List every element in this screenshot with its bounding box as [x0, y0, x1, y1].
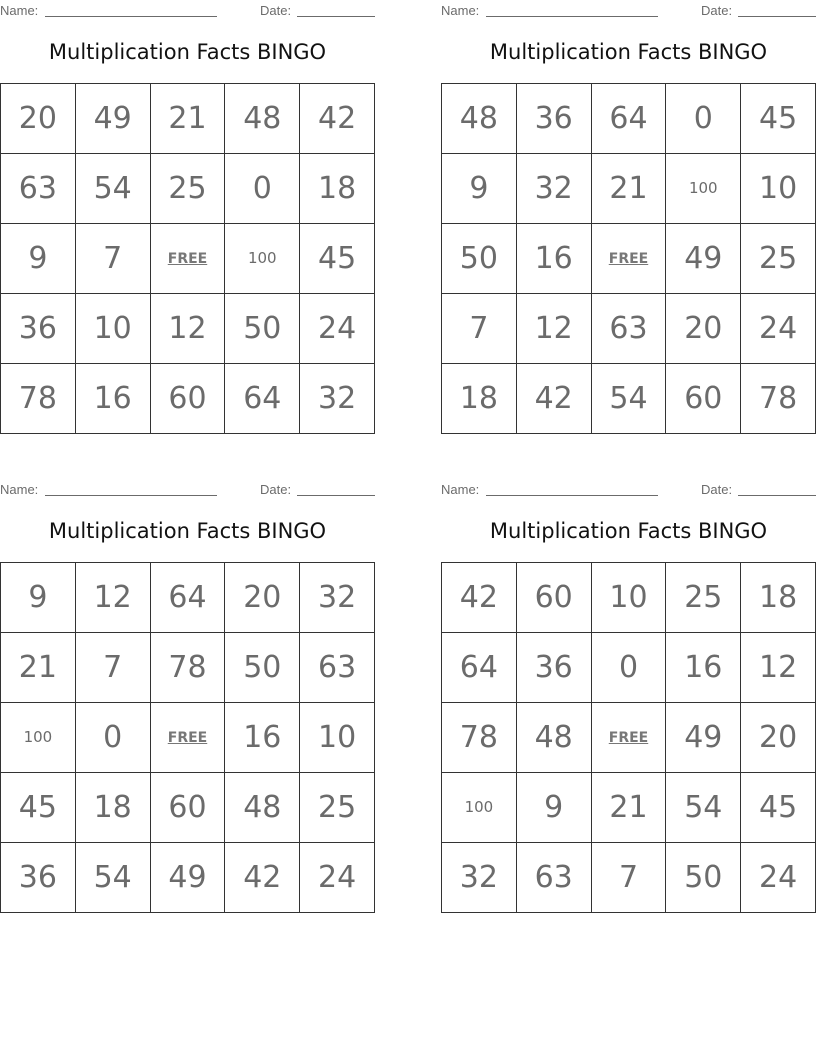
name-field[interactable] [486, 482, 658, 496]
bingo-cell: 50 [666, 843, 741, 913]
bingo-cell: 25 [150, 154, 225, 224]
name-field[interactable] [45, 482, 217, 496]
bingo-cell: 45 [741, 773, 816, 843]
bingo-cell: 100 [1, 703, 76, 773]
bingo-row [1, 563, 375, 633]
bingo-cell: 18 [300, 154, 375, 224]
bingo-cell: 0 [225, 154, 300, 224]
bingo-cell: 78 [741, 364, 816, 434]
bingo-cell: 45 [741, 84, 816, 154]
bingo-cell: 25 [666, 563, 741, 633]
bingo-cell: 42 [300, 84, 375, 154]
bingo-cell: 45 [1, 773, 76, 843]
bingo-cell: 7 [591, 843, 666, 913]
bingo-row [442, 294, 816, 364]
free-space: FREE [150, 703, 225, 773]
bingo-cell: 21 [150, 84, 225, 154]
bingo-cell: 36 [516, 84, 591, 154]
bingo-cell: 64 [150, 563, 225, 633]
bingo-cell: 12 [150, 294, 225, 364]
bingo-cell: 24 [741, 843, 816, 913]
bingo-card-3 [0, 479, 375, 913]
card-title: Multiplication Facts BINGO [489, 519, 768, 543]
bingo-cell: 16 [75, 364, 150, 434]
bingo-grid [441, 83, 816, 434]
bingo-cell: 63 [591, 294, 666, 364]
name-label: Name: [441, 482, 480, 497]
name-field[interactable] [45, 3, 217, 17]
date-field[interactable] [297, 3, 375, 17]
name-date-header [0, 3, 375, 19]
bingo-cell: 63 [300, 633, 375, 703]
date-label: Date: [260, 482, 292, 497]
bingo-row [442, 703, 816, 773]
bingo-cell: 18 [442, 364, 517, 434]
bingo-cell: 49 [666, 224, 741, 294]
bingo-cell: 7 [75, 633, 150, 703]
bingo-cell: 48 [442, 84, 517, 154]
name-label: Name: [0, 482, 39, 497]
bingo-cell: 16 [225, 703, 300, 773]
name-date-header [441, 482, 816, 498]
date-field[interactable] [738, 3, 816, 17]
bingo-row [1, 843, 375, 913]
bingo-cell: 32 [442, 843, 517, 913]
bingo-cell: 18 [741, 563, 816, 633]
free-space: FREE [591, 703, 666, 773]
bingo-row [442, 843, 816, 913]
bingo-cell: 7 [75, 224, 150, 294]
date-label: Date: [701, 3, 733, 18]
bingo-grid [0, 562, 375, 913]
bingo-cell: 24 [300, 294, 375, 364]
bingo-cell: 18 [75, 773, 150, 843]
bingo-cell: 100 [442, 773, 517, 843]
bingo-cell: 20 [666, 294, 741, 364]
bingo-cell: 7 [442, 294, 517, 364]
bingo-card-1 [0, 0, 375, 434]
bingo-cell: 78 [1, 364, 76, 434]
bingo-cell: 9 [516, 773, 591, 843]
card-title: Multiplication Facts BINGO [489, 40, 768, 64]
bingo-cell: 64 [442, 633, 517, 703]
bingo-cell: 25 [300, 773, 375, 843]
bingo-cell: 78 [442, 703, 517, 773]
bingo-cell: 20 [225, 563, 300, 633]
bingo-cell: 0 [591, 633, 666, 703]
bingo-cell: 21 [1, 633, 76, 703]
bingo-cell: 63 [516, 843, 591, 913]
bingo-row [442, 154, 816, 224]
bingo-grid [0, 83, 375, 434]
bingo-row [442, 84, 816, 154]
bingo-cell: 42 [225, 843, 300, 913]
bingo-row [442, 563, 816, 633]
bingo-card-2 [441, 0, 816, 434]
bingo-row [442, 633, 816, 703]
bingo-cell: 78 [150, 633, 225, 703]
bingo-cell: 0 [75, 703, 150, 773]
bingo-cell: 10 [591, 563, 666, 633]
name-label: Name: [441, 3, 480, 18]
bingo-cell: 100 [225, 224, 300, 294]
bingo-row [1, 773, 375, 843]
bingo-row [442, 364, 816, 434]
bingo-cell: 10 [75, 294, 150, 364]
bingo-cell: 48 [225, 84, 300, 154]
name-date-header [0, 482, 375, 498]
bingo-cell: 48 [225, 773, 300, 843]
bingo-cell: 60 [150, 364, 225, 434]
bingo-cell: 20 [1, 84, 76, 154]
bingo-cell: 48 [516, 703, 591, 773]
bingo-cell: 12 [516, 294, 591, 364]
bingo-cell: 12 [741, 633, 816, 703]
bingo-row [442, 224, 816, 294]
name-label: Name: [0, 3, 39, 18]
bingo-cell: 10 [300, 703, 375, 773]
bingo-cell: 54 [666, 773, 741, 843]
free-space: FREE [150, 224, 225, 294]
bingo-cell: 50 [225, 633, 300, 703]
bingo-cell: 60 [516, 563, 591, 633]
bingo-row [1, 294, 375, 364]
bingo-cell: 21 [591, 773, 666, 843]
bingo-cell: 45 [300, 224, 375, 294]
bingo-cell: 42 [516, 364, 591, 434]
bingo-row [442, 773, 816, 843]
bingo-cell: 63 [1, 154, 76, 224]
bingo-row [1, 224, 375, 294]
bingo-cell: 64 [591, 84, 666, 154]
bingo-cell: 50 [442, 224, 517, 294]
bingo-row [1, 154, 375, 224]
bingo-card-4 [441, 479, 816, 913]
bingo-cell: 36 [516, 633, 591, 703]
free-space: FREE [591, 224, 666, 294]
name-field[interactable] [486, 3, 658, 17]
bingo-row [1, 84, 375, 154]
bingo-cell: 64 [225, 364, 300, 434]
bingo-cell: 9 [1, 563, 76, 633]
bingo-cell: 42 [442, 563, 517, 633]
bingo-cell: 25 [741, 224, 816, 294]
bingo-cell: 9 [442, 154, 517, 224]
bingo-cell: 36 [1, 294, 76, 364]
bingo-cell: 32 [516, 154, 591, 224]
date-field[interactable] [738, 482, 816, 496]
bingo-cell: 36 [1, 843, 76, 913]
bingo-cell: 54 [75, 843, 150, 913]
bingo-grid [441, 562, 816, 913]
bingo-cell: 60 [150, 773, 225, 843]
bingo-cell: 50 [225, 294, 300, 364]
bingo-row [1, 633, 375, 703]
bingo-row [1, 364, 375, 434]
bingo-cell: 10 [741, 154, 816, 224]
bingo-row [1, 703, 375, 773]
bingo-cell: 60 [666, 364, 741, 434]
card-title: Multiplication Facts BINGO [48, 519, 327, 543]
bingo-cell: 9 [1, 224, 76, 294]
bingo-cell: 16 [516, 224, 591, 294]
bingo-cell: 54 [75, 154, 150, 224]
date-field[interactable] [297, 482, 375, 496]
bingo-cell: 49 [75, 84, 150, 154]
bingo-cell: 12 [75, 563, 150, 633]
bingo-cell: 49 [666, 703, 741, 773]
bingo-cell: 0 [666, 84, 741, 154]
bingo-cell: 32 [300, 563, 375, 633]
bingo-cell: 54 [591, 364, 666, 434]
bingo-cell: 49 [150, 843, 225, 913]
card-title: Multiplication Facts BINGO [48, 40, 327, 64]
bingo-cell: 100 [666, 154, 741, 224]
date-label: Date: [701, 482, 733, 497]
bingo-cell: 16 [666, 633, 741, 703]
bingo-cell: 32 [300, 364, 375, 434]
date-label: Date: [260, 3, 292, 18]
name-date-header [441, 3, 816, 19]
bingo-cell: 21 [591, 154, 666, 224]
bingo-cell: 24 [741, 294, 816, 364]
bingo-cell: 20 [741, 703, 816, 773]
bingo-cell: 24 [300, 843, 375, 913]
